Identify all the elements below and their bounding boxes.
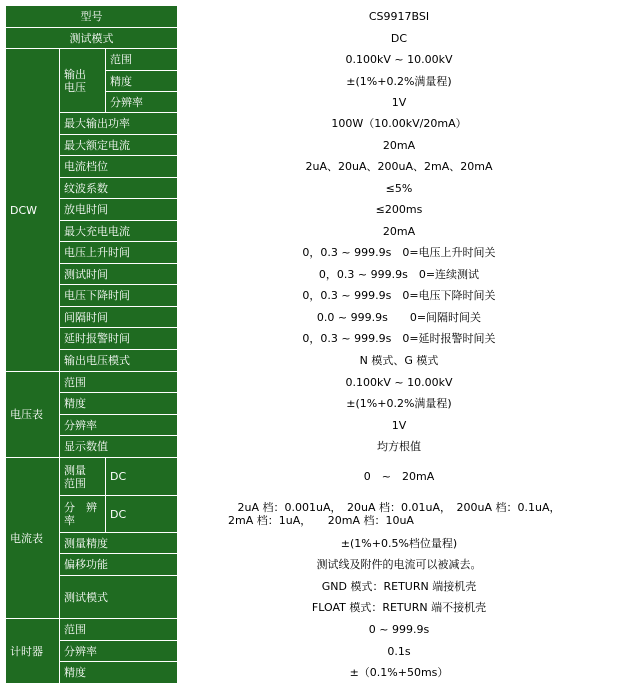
row-timer-item bbox=[6, 641, 621, 662]
row-voltmeter-item bbox=[6, 415, 621, 436]
test-mode-label: 测试模式 bbox=[6, 28, 178, 49]
row-dcw-item bbox=[6, 221, 621, 242]
row-ammeter-mode bbox=[6, 576, 621, 619]
dcw-item-label: 最大输出功率 bbox=[60, 113, 178, 135]
dcw-item-label: 电流档位 bbox=[60, 156, 178, 178]
ammeter-resolution-value-line1: 2uA 档：0.001uA， 20uA 档：0.01uA， 200uA 档：0.1uA， bbox=[237, 501, 561, 514]
row-dcw-item bbox=[6, 350, 621, 372]
row-test-mode bbox=[6, 28, 621, 49]
ammeter-resolution-label-line1: 分 辨 bbox=[64, 501, 97, 514]
voltmeter-item-label: 精度 bbox=[60, 393, 178, 415]
dcw-item-value: 0.0 ~ 999.9s 0=间隔时间关 bbox=[178, 307, 621, 328]
dcw-item-label: 电压上升时间 bbox=[60, 242, 178, 264]
timer-item-label: 精度 bbox=[60, 662, 178, 684]
ammeter-resolution-value bbox=[178, 496, 621, 533]
dcw-accuracy-label: 精度 bbox=[106, 71, 178, 92]
dcw-item-label: 测试时间 bbox=[60, 264, 178, 285]
ammeter-range-label-line1: 测量 bbox=[64, 463, 86, 477]
voltmeter-item-label: 显示数值 bbox=[60, 436, 178, 458]
dcw-item-value: 0，0.3 ~ 999.9s 0=连续测试 bbox=[178, 264, 621, 285]
ammeter-resolution-label-line2: 率 bbox=[64, 514, 75, 527]
dcw-item-label: 延时报警时间 bbox=[60, 328, 178, 350]
dcw-item-label: 最大额定电流 bbox=[60, 135, 178, 156]
voltmeter-item-value: 0.100kV ~ 10.00kV bbox=[178, 372, 621, 393]
ammeter-group-label: 电流表 bbox=[6, 458, 60, 619]
ammeter-mode-value-line1: GND 模式：RETURN 端接机壳 bbox=[321, 580, 477, 593]
ammeter-range-label bbox=[60, 458, 106, 496]
output-voltage-label-line2: 电压 bbox=[64, 80, 86, 94]
row-model bbox=[6, 6, 621, 28]
row-ammeter-resolution bbox=[6, 496, 621, 533]
timer-group-label: 计时器 bbox=[6, 619, 60, 684]
dcw-item-label: 电压下降时间 bbox=[60, 285, 178, 307]
row-ammeter-offset bbox=[6, 554, 621, 576]
spec-table bbox=[5, 5, 621, 684]
dcw-item-value: 0，0.3 ~ 999.9s 0=电压下降时间关 bbox=[178, 285, 621, 307]
dcw-item-value: 0，0.3 ~ 999.9s 0=延时报警时间关 bbox=[178, 328, 621, 350]
row-timer-item bbox=[6, 662, 621, 684]
row-dcw-item bbox=[6, 113, 621, 135]
timer-item-value: 0 ~ 999.9s bbox=[178, 619, 621, 641]
row-dcw-item bbox=[6, 285, 621, 307]
row-timer-item bbox=[6, 619, 621, 641]
ammeter-accuracy-label: 测量精度 bbox=[60, 533, 178, 554]
ammeter-accuracy-value: ±(1%+0.5%档位量程) bbox=[178, 533, 621, 554]
row-dcw-item bbox=[6, 242, 621, 264]
dcw-item-value: 2uA、20uA、200uA、2mA、20mA bbox=[178, 156, 621, 178]
dcw-item-value: ≤200ms bbox=[178, 199, 621, 221]
ammeter-offset-label: 偏移功能 bbox=[60, 554, 178, 576]
ammeter-range-value: 0 ~ 20mA bbox=[178, 458, 621, 496]
voltmeter-item-value: 1V bbox=[178, 415, 621, 436]
row-voltmeter-item bbox=[6, 393, 621, 415]
row-dcw-item bbox=[6, 328, 621, 350]
voltmeter-item-label: 分辨率 bbox=[60, 415, 178, 436]
row-dcw-item bbox=[6, 156, 621, 178]
dcw-item-label: 放电时间 bbox=[60, 199, 178, 221]
row-ammeter-range bbox=[6, 458, 621, 496]
dcw-group-label: DCW bbox=[6, 49, 60, 372]
dcw-resolution-label: 分辨率 bbox=[106, 92, 178, 113]
row-dcw-item bbox=[6, 135, 621, 156]
ammeter-resolution-value-line2: 2mA 档：1uA， 20mA 档：10uA bbox=[228, 514, 414, 527]
model-label: 型号 bbox=[6, 6, 178, 28]
timer-item-value: 0.1s bbox=[178, 641, 621, 662]
dcw-item-value: 20mA bbox=[178, 221, 621, 242]
ammeter-offset-value: 测试线及附件的电流可以被减去。 bbox=[178, 554, 621, 576]
ammeter-mode-value bbox=[178, 576, 621, 619]
row-dcw-item bbox=[6, 178, 621, 199]
dcw-item-label: 最大充电电流 bbox=[60, 221, 178, 242]
dcw-item-value: 20mA bbox=[178, 135, 621, 156]
row-dcw-item bbox=[6, 199, 621, 221]
dcw-accuracy-value: ±(1%+0.2%满量程) bbox=[178, 71, 621, 92]
dcw-item-label: 输出电压模式 bbox=[60, 350, 178, 372]
model-value: CS9917BSI bbox=[178, 6, 621, 28]
row-dcw-item bbox=[6, 307, 621, 328]
output-voltage-label-line1: 输出 bbox=[64, 67, 86, 81]
dcw-item-value: N 模式、G 模式 bbox=[178, 350, 621, 372]
dcw-item-value: 0，0.3 ~ 999.9s 0=电压上升时间关 bbox=[178, 242, 621, 264]
dcw-item-label: 间隔时间 bbox=[60, 307, 178, 328]
ammeter-resolution-label bbox=[60, 496, 106, 533]
timer-item-label: 范围 bbox=[60, 619, 178, 641]
row-dcw-item bbox=[6, 264, 621, 285]
row-ammeter-accuracy bbox=[6, 533, 621, 554]
ammeter-range-label-line2: 范围 bbox=[64, 476, 86, 490]
dcw-range-label: 范围 bbox=[106, 49, 178, 71]
dcw-item-value: ≤5% bbox=[178, 178, 621, 199]
row-dcw-range bbox=[6, 49, 621, 71]
output-voltage-label bbox=[60, 49, 106, 113]
row-voltmeter-item bbox=[6, 372, 621, 393]
timer-item-value: ±（0.1%+50ms） bbox=[178, 662, 621, 684]
ammeter-mode-label: 测试模式 bbox=[60, 576, 178, 619]
ammeter-range-sub: DC bbox=[106, 458, 178, 496]
timer-item-label: 分辨率 bbox=[60, 641, 178, 662]
dcw-range-value: 0.100kV ~ 10.00kV bbox=[178, 49, 621, 71]
voltmeter-item-label: 范围 bbox=[60, 372, 178, 393]
dcw-item-label: 纹波系数 bbox=[60, 178, 178, 199]
voltmeter-group-label: 电压表 bbox=[6, 372, 60, 458]
voltmeter-item-value: 均方根值 bbox=[178, 436, 621, 458]
test-mode-value: DC bbox=[178, 28, 621, 49]
dcw-item-value: 100W（10.00kV/20mA） bbox=[178, 113, 621, 135]
ammeter-mode-value-line2: FLOAT 模式：RETURN 端不接机壳 bbox=[311, 601, 487, 614]
voltmeter-item-value: ±(1%+0.2%满量程) bbox=[178, 393, 621, 415]
row-voltmeter-item bbox=[6, 436, 621, 458]
ammeter-resolution-sub: DC bbox=[106, 496, 178, 533]
dcw-resolution-value: 1V bbox=[178, 92, 621, 113]
